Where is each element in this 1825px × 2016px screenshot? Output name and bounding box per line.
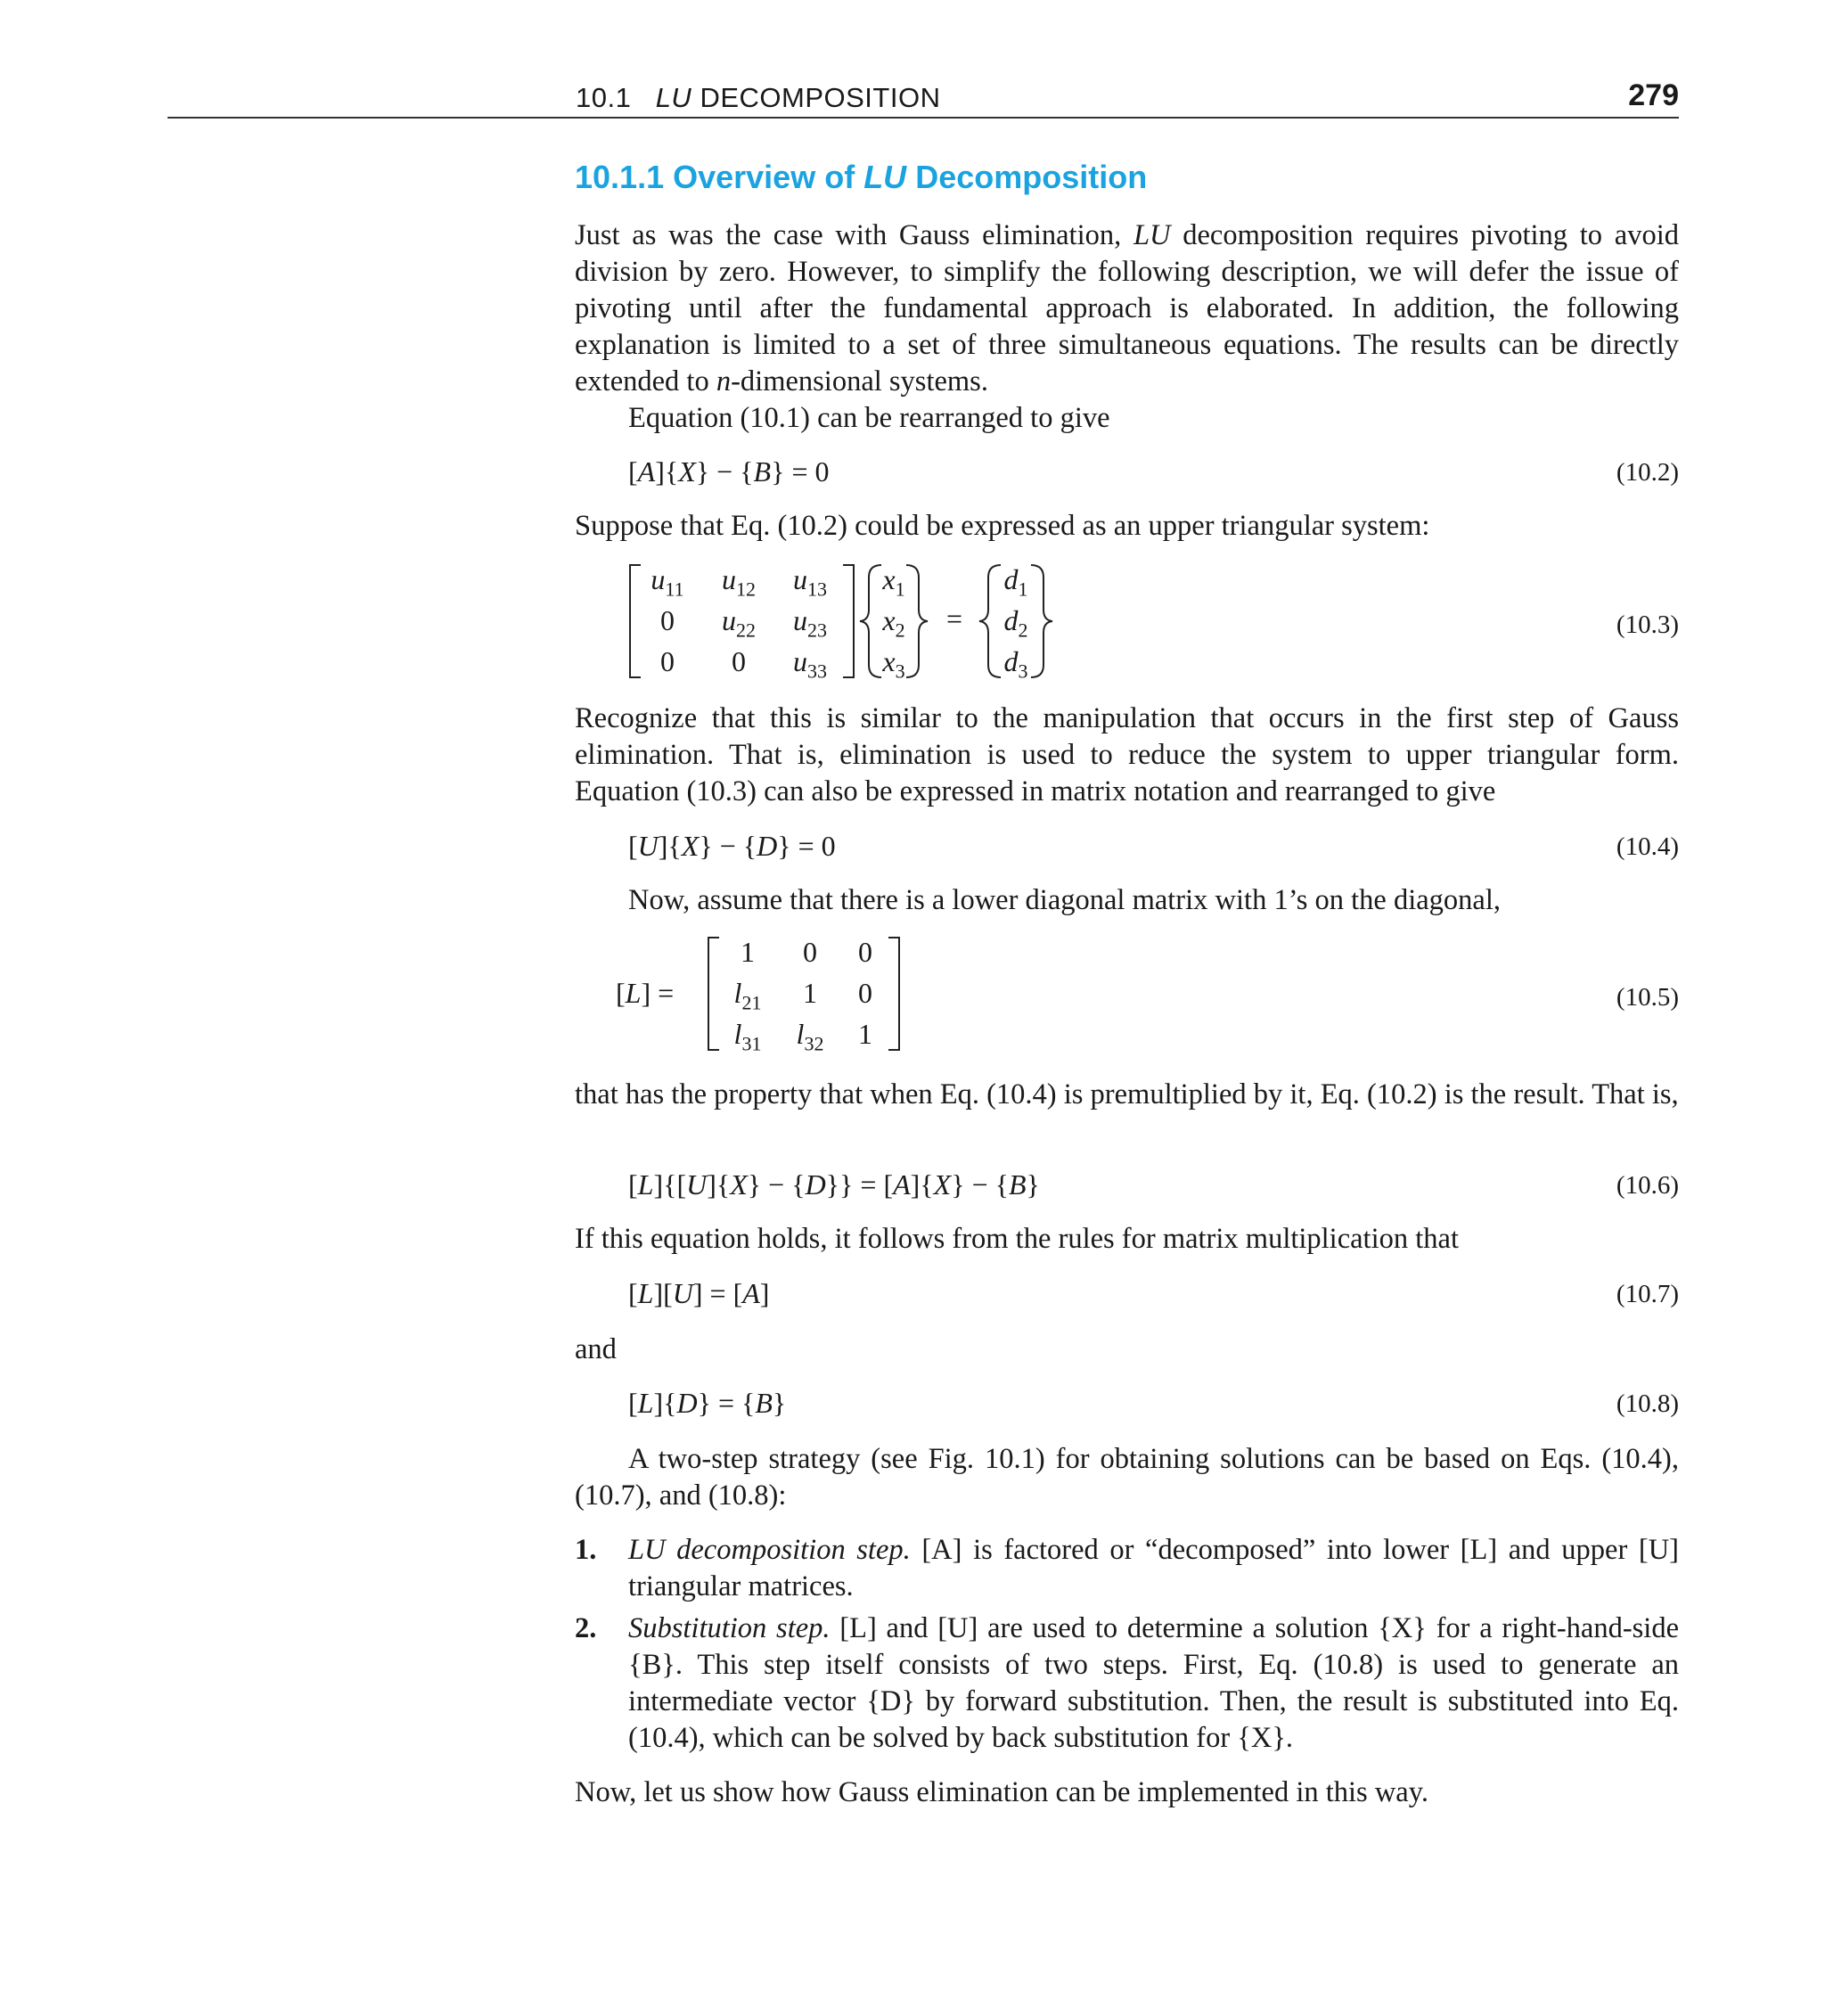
l32: $l_{32}$ bbox=[796, 1018, 824, 1055]
paragraph-closing: Now, let us show how Gauss elimination can be implemented in this way. bbox=[575, 1776, 1428, 1808]
paragraph-two-step: A two-step strategy (see Fig. 10.1) for obtaining solutions can be based on Eqs. (10.4), (10.7), and (10.8): bbox=[575, 1443, 1679, 1512]
equation-number-10-4: (10.4) bbox=[1616, 832, 1679, 861]
l12: 0 bbox=[803, 936, 817, 968]
running-head-section: 10.1 LU DECOMPOSITION bbox=[576, 82, 941, 113]
list-item bbox=[575, 1610, 1679, 1757]
paragraph-lower-diagonal: Now, assume that there is a lower diagonal matrix with 1’s on the diagonal, bbox=[628, 884, 1501, 916]
l22: 1 bbox=[803, 977, 817, 1009]
equation-number-10-8: (10.8) bbox=[1616, 1389, 1679, 1418]
u32: 0 bbox=[732, 645, 746, 677]
u33: $u_{33}$ bbox=[793, 645, 827, 683]
equation-10-7: [L][U] = [A] bbox=[628, 1277, 770, 1309]
list-item-number: 1. bbox=[575, 1534, 597, 1566]
paragraph-rearrange: Equation (10.1) can be rearranged to give bbox=[628, 402, 1110, 434]
x2: $x_2$ bbox=[882, 604, 905, 642]
subsection-title: 10.1.1 Overview of LU Decomposition bbox=[575, 159, 1148, 195]
equals-sign: = bbox=[945, 602, 963, 635]
paragraph-if-holds: If this equation holds, it follows from the rules for matrix multiplication that bbox=[575, 1223, 1459, 1255]
l33: 1 bbox=[858, 1018, 872, 1050]
u23: $u_{23}$ bbox=[793, 604, 827, 642]
list-item-label: Substitution step. bbox=[628, 1612, 831, 1644]
equation-10-2: [A]{X} − {B} = 0 bbox=[628, 455, 830, 488]
numbered-list bbox=[575, 1532, 1679, 1762]
running-head bbox=[576, 78, 1679, 118]
l23: 0 bbox=[858, 977, 872, 1009]
equation-number-10-5: (10.5) bbox=[1616, 983, 1679, 1012]
page-number: 279 bbox=[1628, 78, 1679, 112]
equation-10-6: [L]{[U]{X} − {D}} = [A]{X} − {B} bbox=[628, 1168, 1040, 1201]
paragraph-suppose: Suppose that Eq. (10.2) could be expressed as an upper triangular system: bbox=[575, 510, 1430, 542]
u21: 0 bbox=[660, 604, 675, 636]
header-rule bbox=[168, 117, 1679, 119]
equation-10-3 bbox=[628, 563, 1074, 688]
u11: $u_{11}$ bbox=[651, 563, 684, 601]
list-item-label: LU decomposition step. bbox=[628, 1534, 911, 1566]
list-item bbox=[575, 1532, 1679, 1605]
l13: 0 bbox=[858, 936, 872, 968]
equation-number-10-3: (10.3) bbox=[1616, 611, 1679, 639]
d1: $d_1$ bbox=[1003, 563, 1028, 601]
equation-number-10-2: (10.2) bbox=[1616, 458, 1679, 487]
intro-paragraph: Just as was the case with Gauss elimination, LU decomposition requires pivoting to avoid division by zero. However, to simplify the following description, we will defer the issue of pivoting until after the fundamental approach is elaborated. In addition, the following explanation is limited to a set of three simultaneous equations. The results can be directly extended to n-dimensional systems. bbox=[575, 219, 1679, 397]
list-item-number: 2. bbox=[575, 1612, 597, 1644]
paragraph-premultiplied: that has the property that when Eq. (10.4) is premultiplied by it, Eq. (10.2) is the result. That is, bbox=[575, 1078, 1679, 1110]
equation-10-5 bbox=[616, 936, 913, 1061]
L-label: [L] = bbox=[616, 977, 675, 1009]
u12: $u_{12}$ bbox=[722, 563, 756, 601]
l21: $l_{21}$ bbox=[733, 977, 762, 1014]
paragraph-recognize: Recognize that this is similar to the manipulation that occurs in the first step of Gauss elimination. That is, elimination is used to reduce the system to upper triangular form. Equation (10.3) can also be expressed in matrix notation and rearranged to give bbox=[575, 702, 1679, 807]
list-item-text: [A] is factored or “decomposed” into lower [L] and upper [U] triangular matrices. bbox=[628, 1534, 1679, 1602]
d2: $d_2$ bbox=[1003, 604, 1028, 642]
equation-10-4: [U]{X} − {D} = 0 bbox=[628, 830, 836, 862]
l11: 1 bbox=[741, 936, 755, 968]
x3: $x_3$ bbox=[882, 645, 905, 683]
paragraph-and: and bbox=[575, 1333, 617, 1365]
list-item-text: [L] and [U] are used to determine a solution {X} for a right-hand-side {B}. This step itself consists of two steps. First, Eq. (10.8) is used to generate an intermediate vector {D} by forward substitution. Then, the result is substituted into Eq. (10.4), which can be solved by back substitution for {X}. bbox=[628, 1612, 1679, 1754]
u22: $u_{22}$ bbox=[722, 604, 756, 642]
equation-10-8: [L]{D} = {B} bbox=[628, 1387, 787, 1419]
x1: $x_1$ bbox=[882, 563, 905, 601]
u31: 0 bbox=[660, 645, 675, 677]
u13: $u_{13}$ bbox=[793, 563, 827, 601]
equation-number-10-6: (10.6) bbox=[1616, 1171, 1679, 1200]
equation-number-10-7: (10.7) bbox=[1616, 1280, 1679, 1308]
d3: $d_3$ bbox=[1003, 645, 1028, 683]
l31: $l_{31}$ bbox=[733, 1018, 762, 1055]
